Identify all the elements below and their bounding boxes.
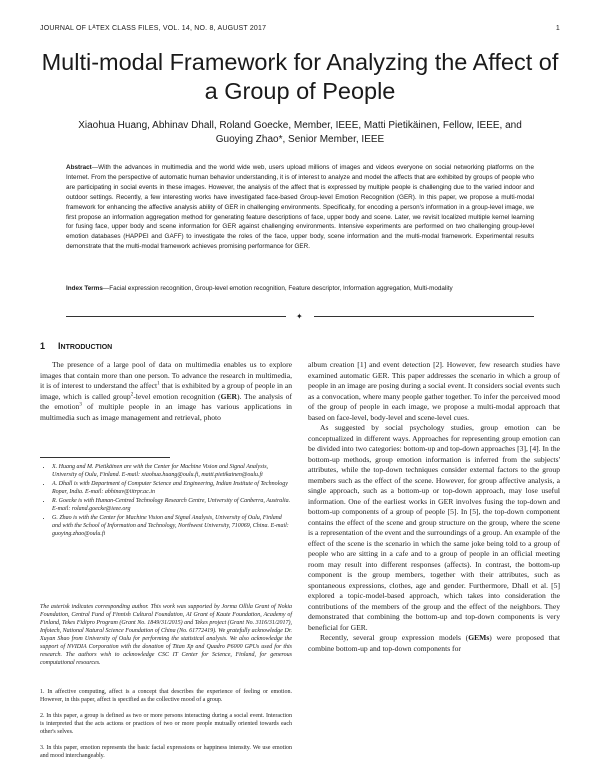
intro-paragraph-right: [308, 360, 560, 654]
affiliation-item: • R. Goecke is with Human-Centred Technology Research Centre, University of Canberra, Australia. E-mail: roland.goecke@ieee.org: [52, 497, 292, 513]
intro-text-d: ). The analysis of the emotion: [40, 391, 293, 411]
section-title-rest: NTRODUCTION: [60, 344, 113, 351]
affiliation-item: • G. Zhao is with the Center for Machine Vision and Signal Analysis, University of Oulu, Finland and with the School of Information and Technology, Northwest University, 710069, China. E-mail: guoying.zhao@oulu.fi: [52, 514, 292, 538]
intro-text-c: -level emotion recognition (: [133, 391, 221, 401]
footnote-1: 1. In affective computing, affect is a concept that describes the experience of feeling or emotion. However, in this paper, affect is specified as the collective mood of a group.: [40, 689, 292, 703]
author-list: Xiaohua Huang, Abhinav Dhall, Roland Goecke, Member, IEEE, Matti Pietikäinen, Fellow, IEEE, and Guoying Zhao*, Senior Member, IEEE: [78, 120, 522, 145]
right-text-b: ) were proposed that combine bottom-up and top-down components for: [308, 633, 560, 653]
footnote-3: 3. In this paper, emotion represents the basic facial expressions or happiness intensity. We use emotion and mood interchangeably.: [40, 745, 292, 759]
journal-name: JOURNAL OF LᴬTEX CLASS FILES, VOL. 14, NO. 8, AUGUST 2017: [40, 25, 267, 32]
section-number: 1: [40, 341, 46, 351]
running-header: [40, 25, 560, 32]
right-text-a: Recently, several group expression models (: [320, 633, 469, 642]
divider-line-right: [314, 316, 534, 317]
intro-text-a: The presence of a large pool of data on multimedia enables us to explore images that contain more than one person. To advance the research in multimedia, it is of interest to understand the affect: [40, 360, 292, 390]
affiliation-item: • A. Dhall is with Department of Computer Science and Engineering, Indian Institute of Technology Ropar, India. E-mail: abhinav@iitrpr.ac.in: [52, 480, 292, 496]
footnote-rule: [40, 457, 170, 458]
section-title-first: I: [58, 341, 61, 351]
footnote-2: 2. In this paper, a group is defined as two or more persons interacting during a social event. Interaction is interpreted that the acts actions or practices of two or more people mutually oriented towards each other's selves.: [40, 713, 292, 735]
index-terms-label: Index Terms: [66, 285, 103, 292]
section-divider: [66, 313, 534, 321]
intro-paragraph-left: [40, 360, 292, 423]
index-terms-text: —Facial expression recognition, Group-level emotion recognition, Feature descriptor, Information aggregation, Multi-modality: [102, 285, 453, 292]
funding-footnote: The asterisk indicates corresponding author. This work was supported by Jorma Ollila Grant of Nokia Foundation, Central Fund of Finnish Cultural Foundation, AI Grant of Kaute Foundation, Academy of Finland, Tekes Fidipro Program (Grant No. 1849/31/2015) and Tekes project (Grant No. 3116/31/2017), Infotech, National Natural Science Foundation of China (No. 61772419). We gratefully acknowledge Dr. Xuyan Shao from University of Oulu for performing the statistical analysis. We also acknowledge the support of NVIDIA Corporation with the donation of Titan Xp and Quadro P6000 GPUs used for this research. The authors wish to acknowledge CSC IT Center for Science, Finland, for generous computational resources.: [40, 604, 292, 666]
paper-title: Multi-modal Framework for Analyzing the Affect of a Group of People: [41, 49, 559, 104]
page-number: 1: [555, 25, 560, 32]
affiliations-footnote: [40, 463, 292, 539]
affiliation-item: • X. Huang and M. Pietikäinen are with the Center for Machine Vision and Signal Analysis, University of Oulu, Finland. E-mail: xiaohua.huang@oulu.fi, matti.pietikainen@oulu.fi: [52, 463, 292, 479]
ger-acronym: GER: [220, 391, 238, 401]
footnote-ref-1: 1: [157, 381, 160, 387]
abstract: [66, 163, 534, 252]
footnote-ref-3: 3: [79, 402, 82, 408]
right-paragraph-2: As suggested by social psychology studies, group emotion can be conceptualized in different ways. Approaches for representing group emotion can be divided into two categories: bottom-up and top-down approaches [3], [4]. In the bottom-up methods, group emotion information is inferred from the subjects' attributes, while the top-down techniques consider external factors to the group members such as the effect of the scene. However, for group affective analysis, a single approach, such as a bottom-up or top-down approach, may lose useful information. One of the earliest works in GER involves fusing the top-down and bottom-up components of a group of people [5]. In [5], the top-down component contains the effect of the scene and group structure on the group, where the scene is a representation of the event and the surroundings of a group. An example of the effect of the scene is the scenario in which the same joke being told to a group of people who are sitting in a cafe and to a group of people in an official meeting room may result into different responses (affects). In contrast, the bottom-up component is the group members, together with their attributes, such as spontaneous expressions, clothes, age and gender. Furthermore, Dhall et al. [5] explored a topic-model-based approach, which takes into consideration the contributions of the members of the group and the effect of the neighbors. They demonstrated that combining the bottom-up and top-down components is very beneficial for GER.: [308, 423, 560, 632]
abstract-text: —With the advances in multimedia and the world wide web, users upload millions of images and videos everyone on social networking platforms on the Internet. From the perspective of automatic human behavior understanding, it is of interest to analyze and model the affects that are exhibited by groups of people who are participating in social events in these images. However, the analysis of the affect that is expressed by multiple people is challenging due to the varied indoor and outdoor settings. Recently, a few interesting works have investigated face-based Group-level Emotion Recognition (GER). In this paper, we propose a multi-modal framework for enhancing the affective analysis ability of GER in challenging environments. Specifically, for encoding a person's information in a group-level image, we first propose an information aggregation method for generating feature descriptions of face, upper body and scene. Later, we revisit localized multiple kernel learning for fusing face, upper body and scene information for GER against challenging environments. Intensive experiments are performed on two challenging group-level emotion databases (HAPPEI and GAFF) to investigate the roles of the face, upper body, scene information and the multi-modal framework. Experimental results demonstrate that the multi-modal framework achieves promising performance for GER.: [66, 164, 534, 251]
footnote-ref-2: 2: [130, 391, 134, 397]
index-terms: [66, 284, 534, 294]
right-paragraph-1: album creation [1] and event detection [2]. However, few research studies have examined automatic GER. This paper addresses the scenario in which a group of people in an image are posing during a social event. It considers social events such as a convocation, where many people gather together. To infer the perceived mood of the group of people in each image, we propose a multi-modal approach that based on face-level, body-level and scene-level cues.: [308, 360, 560, 422]
abstract-label: Abstract: [66, 164, 92, 171]
gem-acronym: GEMs: [468, 633, 490, 642]
right-paragraph-3: [308, 633, 560, 654]
intro-text-b: that is exhibited by a group of people in an image, which is called group: [40, 381, 292, 401]
section-heading: [40, 341, 112, 351]
divider-line-left: [66, 316, 286, 317]
intro-text-e: of multiple people in an image has various applications in multimedia such as image management and retrieval, photo: [40, 402, 292, 422]
diamond-icon: ✦: [296, 312, 303, 321]
